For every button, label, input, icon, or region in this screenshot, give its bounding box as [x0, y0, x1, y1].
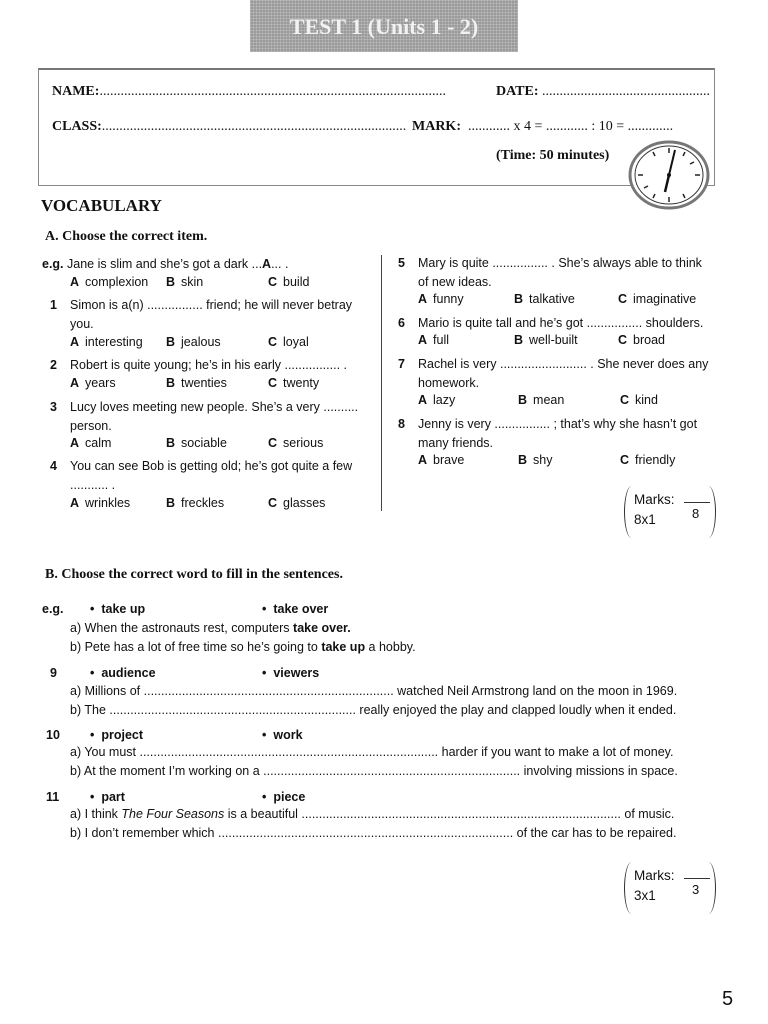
option-c[interactable] [268, 496, 325, 510]
question-5-options [418, 292, 718, 308]
question-text: Simon is a(n) ................ friend; he will never betray [70, 298, 353, 312]
page-number: 5 [722, 988, 734, 1010]
option-letter: A [418, 333, 428, 347]
option-letter: A [70, 376, 80, 390]
question-text: Jenny is very ................ ; that’s why she hasn’t got [418, 417, 698, 431]
question-text-cont: many friends. [418, 436, 494, 450]
word-choice-1: • take up [90, 602, 146, 616]
option-text: broad [633, 333, 666, 347]
group-number: 9 [50, 666, 57, 680]
sentence-a: a) When the astronauts rest, computers take over. [70, 621, 351, 635]
option-b[interactable] [166, 376, 227, 390]
option-text: friendly [635, 453, 676, 467]
question-text-cont: homework. [418, 376, 480, 390]
time-note: (Time: 50 minutes) [496, 148, 610, 163]
name-label: NAME: [52, 84, 100, 99]
option-text: freckles [181, 496, 225, 510]
option-b[interactable] [514, 333, 578, 347]
group-number: e.g. [42, 602, 64, 616]
option-letter: B [166, 275, 176, 289]
date-field[interactable] [496, 84, 710, 100]
option-text: loyal [283, 335, 309, 349]
option-a[interactable] [70, 496, 130, 510]
option-b[interactable] [518, 453, 552, 467]
fraction-line [684, 502, 710, 503]
option-text: imaginative [633, 292, 697, 306]
question-text-cont: ........... . [70, 478, 116, 492]
option-c[interactable] [268, 436, 323, 450]
option-c[interactable] [620, 393, 658, 407]
question-1 [50, 296, 352, 334]
option-c[interactable] [268, 275, 309, 289]
word-choice-9 [50, 664, 450, 683]
question-6-options [418, 333, 718, 349]
option-text: jealous [181, 335, 221, 349]
question-text: Mary is quite ................ . She’s always able to think [418, 256, 702, 270]
option-text: complexion [85, 275, 149, 289]
question-7 [398, 355, 708, 393]
option-b[interactable] [514, 292, 575, 306]
question-number: 3 [50, 400, 57, 414]
option-letter: C [268, 436, 278, 450]
word-choice-2: • piece [262, 790, 306, 804]
option-text: skin [181, 275, 204, 289]
option-text: serious [283, 436, 324, 450]
sentence-11b[interactable]: b) I don’t remember which ..................................................................................... of the car has to be repaired. [70, 826, 677, 840]
question-text-cont: person. [70, 419, 112, 433]
sentence-b: b) Pete has a lot of free time so he’s going to take up a hobby. [70, 640, 416, 654]
group-number: 11 [46, 790, 60, 804]
question-number: e.g. [42, 257, 64, 271]
marks-box-b [624, 862, 716, 914]
option-text: well-built [529, 333, 578, 347]
option-c[interactable] [268, 376, 319, 390]
option-c[interactable] [618, 292, 696, 306]
question-8-options [418, 453, 718, 469]
name-dots: ................................................................................................... [99, 84, 446, 99]
sentence-10a[interactable]: a) You must ...................................................................................... harder if you want to make a lot of money. [70, 745, 674, 759]
question-number: 7 [398, 357, 405, 371]
class-label: CLASS: [52, 119, 102, 134]
question-7-options [418, 393, 718, 409]
option-c[interactable] [620, 453, 675, 467]
option-b[interactable] [166, 275, 203, 289]
word-choice-2: • viewers [262, 666, 320, 680]
option-text: shy [533, 453, 553, 467]
option-text: lazy [433, 393, 456, 407]
test-title: TEST 1 (Units 1 - 2) [289, 14, 479, 39]
marks-label: Marks: [634, 492, 675, 507]
marks-label: Marks: [634, 868, 675, 883]
option-letter: C [618, 292, 628, 306]
option-letter: B [518, 393, 528, 407]
option-c[interactable] [618, 333, 665, 347]
option-text: brave [433, 453, 465, 467]
group-number: 10 [46, 728, 60, 742]
option-a[interactable] [418, 453, 464, 467]
question-text: Rachel is very ......................... . She never does any [418, 357, 709, 371]
question-5 [398, 254, 702, 292]
paren-right [701, 486, 716, 538]
option-a[interactable] [418, 333, 449, 347]
fraction-line [684, 878, 710, 879]
word-choice-1: • project [90, 728, 144, 742]
example-question [42, 255, 288, 274]
option-letter: C [268, 335, 278, 349]
section-heading: VOCABULARY [41, 196, 162, 215]
option-a[interactable] [70, 275, 148, 289]
question-text: Mario is quite tall and he’s got ................ shoulders. [418, 316, 704, 330]
question-number: 6 [398, 316, 405, 330]
word-choice-example [42, 600, 442, 619]
option-text: twenty [283, 376, 320, 390]
option-text: sociable [181, 436, 227, 450]
question-number: 2 [50, 358, 57, 372]
option-text: kind [635, 393, 658, 407]
date-dots: ................................................ [542, 84, 711, 99]
option-b[interactable] [166, 335, 221, 349]
option-a[interactable] [70, 436, 111, 450]
question-number: 1 [50, 298, 57, 312]
mark-field[interactable] [412, 119, 673, 135]
paren-right [701, 862, 716, 914]
option-text: funny [433, 292, 464, 306]
option-letter: A [70, 496, 80, 510]
question-1-options [70, 335, 370, 351]
option-letter: B [166, 496, 176, 510]
word-choice-2: • take over [262, 602, 329, 616]
part-a-title: A. Choose the correct item. [45, 229, 208, 244]
option-text: twenties [181, 376, 227, 390]
question-text: Lucy loves meeting new people. She’s a very .......... [70, 400, 359, 414]
option-a[interactable] [70, 335, 143, 349]
question-3 [50, 398, 358, 436]
option-text: glasses [283, 496, 326, 510]
date-label: DATE: [496, 84, 539, 99]
option-letter: C [618, 333, 628, 347]
option-a[interactable] [418, 393, 455, 407]
question-4-options [70, 496, 370, 512]
option-letter: A [70, 335, 80, 349]
question-text-cont: you. [70, 317, 94, 331]
question-2 [50, 356, 347, 375]
word-choice-2: • work [262, 728, 303, 742]
option-letter: B [514, 333, 524, 347]
option-text: build [283, 275, 310, 289]
mark-label: MARK: [412, 119, 461, 134]
class-field[interactable] [52, 119, 406, 135]
option-text: calm [85, 436, 112, 450]
question-text: Jane is slim and she’s got a dark ... [67, 257, 263, 271]
word-choice-1: • part [90, 790, 125, 804]
clock-icon [626, 138, 712, 212]
option-letter: A [418, 292, 428, 306]
question-2-options [70, 376, 370, 392]
option-letter: B [518, 453, 528, 467]
sentence-9b[interactable]: b) The ....................................................................... really enjoyed the play and clapped loudly when it ended. [70, 703, 677, 717]
question-text: You can see Bob is getting old; he’s got quite a few [70, 459, 353, 473]
option-b[interactable] [518, 393, 564, 407]
option-letter: A [418, 393, 428, 407]
option-letter: A [70, 275, 80, 289]
option-letter: B [166, 335, 176, 349]
question-number: 8 [398, 417, 405, 431]
option-letter: C [268, 496, 278, 510]
option-b[interactable] [166, 496, 224, 510]
option-letter: B [514, 292, 524, 306]
question-3-options [70, 436, 370, 452]
option-letter: C [620, 393, 630, 407]
option-text: years [85, 376, 116, 390]
part-b-title: B. Choose the correct word to fill in the sentences. [45, 567, 343, 582]
question-6 [398, 314, 703, 333]
option-letter: C [268, 376, 278, 390]
option-letter: C [268, 275, 278, 289]
option-c[interactable] [268, 335, 309, 349]
word-choice-1: • audience [90, 666, 156, 680]
option-b[interactable] [166, 436, 227, 450]
option-a[interactable] [70, 376, 116, 390]
question-number: 4 [50, 459, 57, 473]
sentence-11a[interactable]: a) I think The Four Seasons is a beautiful ............................................................................................ of music. [70, 807, 675, 821]
marks-multiplier: 3x1 [634, 888, 656, 903]
marks-multiplier: 8x1 [634, 512, 656, 527]
option-letter: C [620, 453, 630, 467]
option-text: talkative [529, 292, 575, 306]
mark-formula: ............ x 4 = ............ : 10 = ............. [468, 119, 674, 134]
example-options [70, 275, 370, 291]
column-divider [381, 255, 382, 511]
class-dots: ....................................................................................... [101, 119, 407, 134]
option-a[interactable] [418, 292, 464, 306]
option-letter: A [70, 436, 80, 450]
question-text-cont: of new ideas. [418, 275, 492, 289]
option-letter: B [166, 436, 176, 450]
question-number: 5 [398, 256, 405, 270]
option-letter: A [418, 453, 428, 467]
marks-total: 3 [692, 882, 700, 897]
marks-total: 8 [692, 506, 700, 521]
option-text: interesting [85, 335, 143, 349]
question-4 [50, 457, 352, 495]
question-text-end: ... . [271, 257, 289, 271]
question-text: Robert is quite young; he’s in his early ................ . [70, 358, 347, 372]
sentence-9a[interactable]: a) Millions of ........................................................................ watched Neil Armstrong land on the moon in 1969. [70, 684, 678, 698]
option-text: wrinkles [85, 496, 131, 510]
marks-box-a [624, 486, 716, 538]
example-answer: A [262, 257, 272, 271]
option-text: full [433, 333, 450, 347]
option-text: mean [533, 393, 565, 407]
option-letter: B [166, 376, 176, 390]
sentence-10b[interactable]: b) At the moment I’m working on a .......................................................................... involving missions in space. [70, 764, 678, 778]
question-8 [398, 415, 697, 453]
name-field[interactable] [52, 84, 446, 100]
